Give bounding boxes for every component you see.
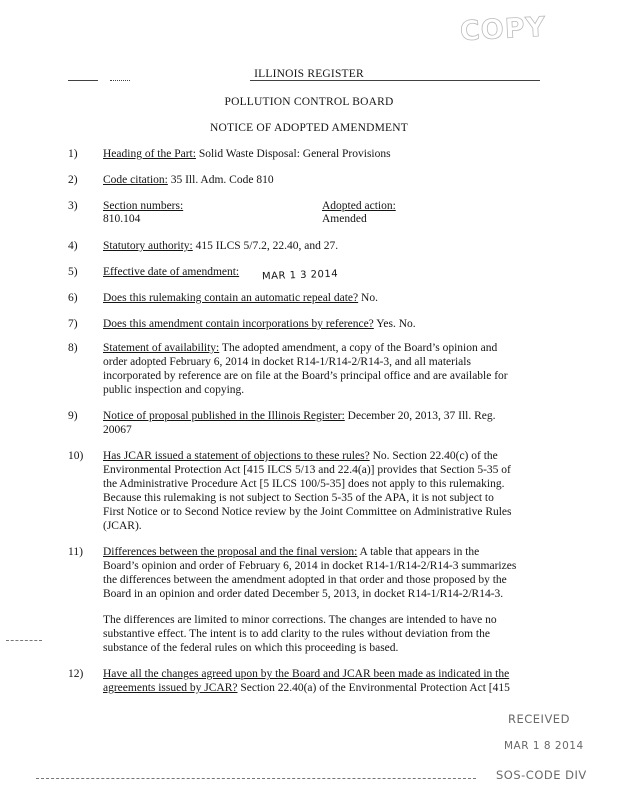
item-4-number: 4) [68,240,78,252]
item-9-label: Notice of proposal published in the Illinois Register: [103,410,345,422]
item-10-line-3: the Administrative Procedure Act [5 ILCS 100/5-35] does not apply to this rulemaking. [103,478,505,490]
item-12-label-2: agreements issued by JCAR? [103,682,238,694]
item-9-text-1: December 20, 2013, 37 Ill. Reg. [344,410,496,422]
item-11-line-2: Board’s opinion and order of February 6, 2014 in docket R14-1/R14-2/R14-3 summarizes [103,560,517,572]
item-2-text: 35 Ill. Adm. Code 810 [167,174,274,186]
item-12-number: 12) [68,668,84,680]
item-10-line-6: (JCAR). [103,520,142,532]
item-11-number: 11) [68,546,83,558]
item-8-line-4: public inspection and copying. [103,384,245,396]
adopted-action-value: Amended [322,213,367,225]
section-numbers-value: 810.104 [103,213,141,225]
item-12-text-2: Section 22.40(a) of the Environmental Protection Act [415 [237,682,510,694]
item-5-number: 5) [68,266,78,278]
item-10-text-1: No. Section 22.40(c) of the [369,450,498,462]
header-rule-dots [110,80,130,81]
item-9-number: 9) [68,410,78,422]
item-6-label: Does this rulemaking contain an automatic repeal date? [103,292,359,304]
item-7-text: Yes. No. [373,318,416,330]
item-11-line-5: The differences are limited to minor corrections. The changes are intended to have no [103,614,497,626]
item-2-line [103,174,274,186]
item-9-line-1 [103,410,496,422]
item-7-line [103,318,416,330]
item-8-line-1 [103,342,497,354]
item-4-label: Statutory authority: [103,240,193,252]
item-6-line [103,292,378,304]
section-numbers-label: Section numbers: [103,200,184,212]
effective-date-handwritten: MAR 1 3 2014 [261,268,339,283]
item-3-number: 3) [68,200,78,212]
item-9-line-2: 20067 [103,424,132,436]
item-7-number: 7) [68,318,78,330]
item-8-label: Statement of availability: [103,342,220,354]
item-1-label: Heading of the Part: [103,148,196,160]
item-8-number: 8) [68,342,78,354]
header-rule-right [250,80,540,81]
item-11-line-3: the differences between the amendment adopted in that order and those proposed by the [103,574,507,586]
item-6-number: 6) [68,292,78,304]
copy-stamp: COPY [459,11,547,48]
item-6-text: No. [358,292,378,304]
item-10-line-4: Because this rulemaking is not subject to Section 5-35 of the APA, it is not subject to [103,492,494,504]
item-2-label: Code citation: [103,174,168,186]
item-10-number: 10) [68,450,84,462]
item-11-line-6: substantive effect. The intent is to add clarity to the rules without deviation from the [103,628,490,640]
item-11-label: Differences between the proposal and the final version: [103,546,358,558]
register-title: ILLINOIS REGISTER [254,68,364,80]
received-stamp-label: RECEIVED [508,712,570,726]
item-10-label: Has JCAR issued a statement of objections to these rules? [103,450,370,462]
item-11-line-1 [103,546,479,558]
margin-mark-left [6,640,42,641]
item-8-line-3: incorporated by reference are on file at the Board’s principal office and are available for [103,370,508,382]
item-10-line-2: Environmental Protection Act [415 ILCS 5/13 and 22.4(a)] provides that Section 5-35 of [103,464,511,476]
item-7-label: Does this amendment contain incorporations by reference? [103,318,374,330]
footer-dashed-rule [36,778,476,779]
item-12-line-2 [103,682,510,694]
item-11-line-4: Board in an opinion and order dated December 5, 2013, in docket R14-1/R14-2/R14-3. [103,588,504,600]
received-stamp-office: SOS-CODE DIV [496,768,587,782]
adopted-action-label: Adopted action: [322,200,396,212]
item-11-line-7: substance of the federal rules on which this proceeding is based. [103,642,399,654]
item-1-text: Solid Waste Disposal: General Provisions [195,148,391,160]
item-2-number: 2) [68,174,78,186]
header-rule-left [68,80,98,81]
board-title: POLLUTION CONTROL BOARD [224,96,394,108]
item-11-text-1: A table that appears in the [357,546,480,558]
item-1-number: 1) [68,148,78,160]
item-4-text: 415 ILCS 5/7.2, 22.40, and 27. [192,240,339,252]
item-8-line-2: order adopted February 6, 2014 in docket R14-1/R14-2/R14-3, and all materials [103,356,471,368]
item-4-line [103,240,338,252]
item-5-label: Effective date of amendment: [103,266,240,278]
notice-title: NOTICE OF ADOPTED AMENDMENT [209,122,409,134]
item-12-line-1: Have all the changes agreed upon by the Board and JCAR been made as indicated in the [103,668,510,680]
item-10-line-5: First Notice or to Second Notice review by the Joint Committee on Administrative Rules [103,506,512,518]
received-stamp-date: MAR 1 8 2014 [504,740,584,752]
item-10-line-1 [103,450,498,462]
item-8-text-1: The adopted amendment, a copy of the Board’s opinion and [219,342,498,354]
item-1-line [103,148,391,160]
